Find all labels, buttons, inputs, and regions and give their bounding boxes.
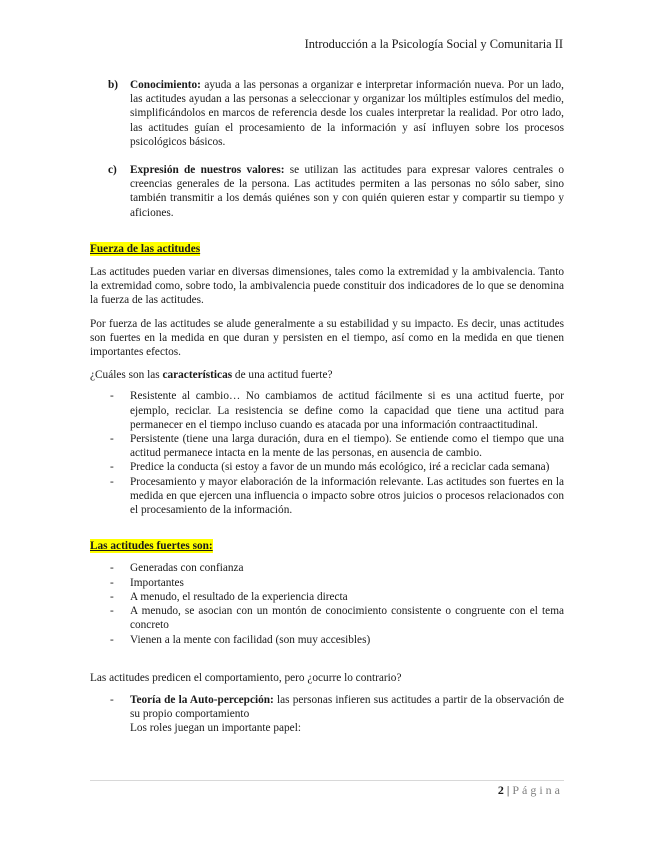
strong-attitudes-list bbox=[90, 561, 564, 646]
list-item: - Predice la conducta (si estoy a favor de un mundo más ecológico, iré a reciclar cada semana) bbox=[110, 461, 550, 474]
list-item: - Vienen a la mente con facilidad (son muy accesibles) bbox=[110, 633, 371, 646]
running-header: Introducción a la Psicología Social y Comunitaria II bbox=[304, 37, 563, 51]
paragraph: Las actitudes pueden variar en diversas dimensiones, tales como la extremidad y la ambivalencia. Tanto la extremidad como, sobre todo, la ambivalencia puede constituir dos indicadores de lo que se denomina la fuerza de las actitudes. bbox=[90, 266, 564, 307]
page-number: 2 bbox=[497, 783, 504, 797]
paragraph: Por fuerza de las actitudes se alude generalmente a su estabilidad y su impacto. Es decir, unas actitudes son fuertes en la medida en que duran y persisten en el tiempo, así como en la medida en que tienen importantes efectos. bbox=[90, 317, 564, 359]
list-marker: c) bbox=[108, 164, 117, 177]
page-label: Página bbox=[512, 783, 563, 797]
list-item: - Procesamiento y mayor elaboración de la información relevante. Las actitudes son fuertes en la medida en que ejercen una influencia o impacto sobre otros juicios o procesos relacionados con el procesamiento de la información. bbox=[110, 475, 564, 517]
page-footer: 2 | Página bbox=[497, 783, 563, 797]
list-item: - A menudo, el resultado de la experiencia directa bbox=[110, 590, 348, 603]
term: Expresión de nuestros valores: bbox=[130, 164, 285, 177]
section-heading-fuertes: Las actitudes fuertes son: bbox=[90, 540, 213, 553]
page-body bbox=[90, 78, 564, 736]
function-item-expresion bbox=[90, 163, 564, 220]
term: Teoría de la Auto-percepción: bbox=[130, 693, 274, 706]
definition: ayuda a las personas a organizar e interpretar información nueva. Por un lado, las actitudes ayudan a las personas a seleccionar y organizar los múltiples estímulos del medio, simplificándolos en marcos de referencia desde los cuales interpretar la realidad. Por otro lado, las actitudes guían el procesamiento de la información y así influyen sobre los procesos psicológicos básicos. bbox=[130, 79, 564, 148]
list-item: - Generadas con confianza bbox=[110, 562, 244, 575]
footer-divider bbox=[90, 780, 564, 781]
list-item: - Importantes bbox=[110, 576, 184, 589]
list-item: - Resistente al cambio… No cambiamos de actitud fácilmente si es una actitud fuerte, por ejemplo, reciclar. La resistencia se define como la capacidad que tiene una actitud para permanecer en el tiempo incluso cuando es atacada por una información contraactitudinal. bbox=[110, 390, 564, 431]
function-item-conocimiento bbox=[90, 78, 564, 149]
term: Conocimiento: bbox=[130, 79, 201, 91]
question: ¿Cuáles son las características de una actitud fuerte? bbox=[90, 369, 333, 382]
paragraph: Las actitudes predicen el comportamiento, pero ¿ocurre lo contrario? bbox=[90, 671, 402, 684]
list-marker: b) bbox=[108, 79, 119, 91]
definition: las personas infieren sus actitudes a partir de la observación de su propio comportamiento bbox=[130, 693, 564, 721]
list-item: - A menudo, se asocian con un montón de conocimiento consistente o congruente con el tema concreto bbox=[110, 605, 564, 632]
list-item: - Persistente (tiene una larga duración, dura en el tiempo). Se entiende como el tiempo que una actitud permanece intacta en la mente de las personas, en ausencia de cambio. bbox=[110, 433, 564, 460]
section-heading-fuerza: Fuerza de las actitudes bbox=[90, 242, 201, 255]
characteristics-list bbox=[90, 389, 564, 517]
roles-line: Los roles juegan un importante papel: bbox=[130, 722, 301, 735]
definition: se utilizan las actitudes para expresar valores centrales o creencias generales de la persona. Las actitudes permiten a las personas no sólo saber, sino también transmitir a los demás quiénes son y con quién quieren estar y compartir su tiempo y aficiones. bbox=[130, 164, 564, 219]
list-item-autopercepcion: - Teoría de la Auto-percepción: las personas infieren sus actitudes a partir de la observación de su propio comportamiento Los roles juegan un importante papel: bbox=[110, 693, 564, 735]
